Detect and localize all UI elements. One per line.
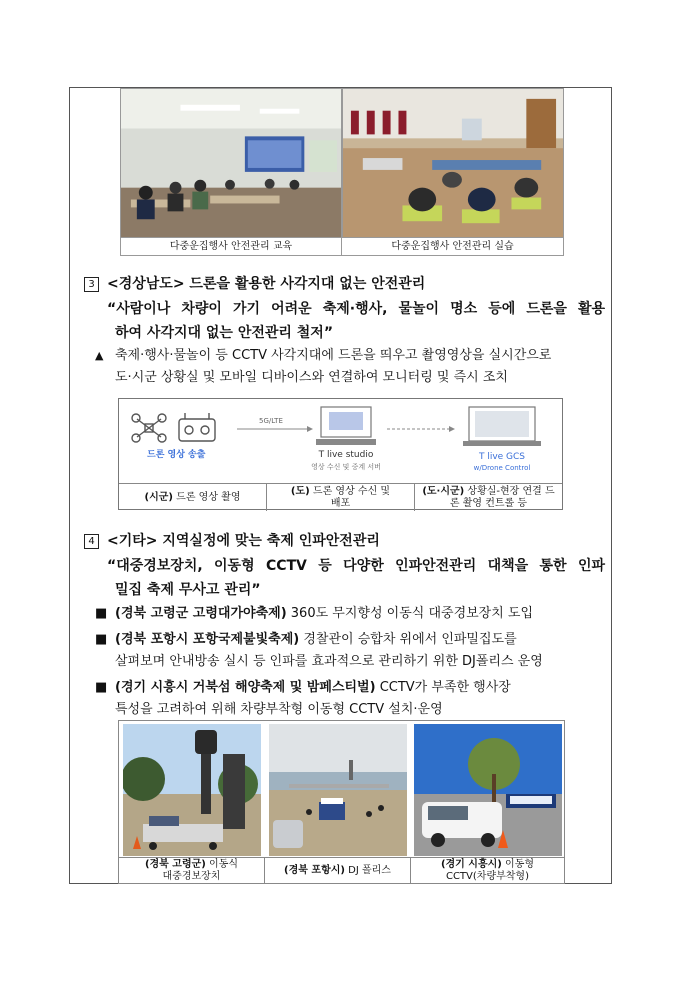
gallery-caption-mid: (경북 포항시) DJ 폴리스	[265, 857, 411, 883]
photo-siheung-vehicle-cctv	[414, 724, 562, 856]
section-4-item-2-cont: 살펴보며 안내방송 실시 등 인파를 효과적으로 관리하기 위한 DJ폴리스 운영	[115, 654, 543, 669]
flow-caption-mid: (도) 드론 영상 수신 및 배포	[267, 483, 415, 511]
arrow-label: 5G/LTE	[259, 417, 283, 425]
section-3-bullet-cont: 도·시군 상황실 및 모바일 디바이스와 연결하여 모니터링 및 즉시 조치	[115, 370, 508, 385]
section-number: 4	[84, 534, 99, 549]
gallery-caption-right: (경기 시흥시) 이동형 CCTV(차량부착형)	[411, 857, 564, 883]
square-bullet-icon: ■	[95, 606, 108, 621]
photo-pohang-dj-police	[269, 724, 407, 856]
section-4-quote	[107, 554, 605, 602]
quote-line: “대중경보장치, 이동형 CCTV 등 다양한 인파안전관리 대책을 통한 인파	[107, 558, 605, 574]
section-4-item-3: ■ (경기 시흥시 거북섬 해양축제 및 밤페스티벌) CCTV가 부족한 행사장	[95, 678, 511, 698]
controller-icon	[179, 413, 215, 441]
flow-caption-left: (시군) 드론 영상 촬영	[119, 483, 267, 511]
photo-safety-practice	[342, 88, 564, 238]
bullet-text: 축제·행사·물놀이 등 CCTV 사각지대에 드론을 띄우고 촬영영상을 실시간으로	[115, 348, 552, 363]
flow-caption-right: (도·시군) 상황실-현장 연결 드론 촬영 컨트롤 등	[415, 483, 562, 511]
drone-flow-diagram	[118, 398, 563, 510]
flow-right-title: T live GCS	[478, 452, 526, 462]
section-3-heading	[84, 273, 425, 293]
photo-goryeong-siren	[123, 724, 261, 856]
drone-flow-graphic	[119, 399, 564, 483]
quote-line: “사람이나 차량이 가기 어려운 축제·행사, 물놀이 명소 등에 드론을 활용	[107, 301, 605, 317]
quote-line: 밀집 축제 무사고 관리”	[115, 582, 261, 598]
quote-line: 하여 사각지대 없는 안전관리 철저”	[115, 325, 334, 341]
flow-mid-sub: 영상 수신 및 중계 서버	[311, 463, 381, 471]
section-title: <기타> 지역실정에 맞는 축제 인파안전관리	[107, 533, 380, 549]
square-bullet-icon: ■	[95, 680, 108, 695]
festival-photo-table	[118, 720, 565, 884]
flow-right-sub: w/Drone Control	[473, 464, 531, 472]
triangle-bullet-icon: ▲	[95, 349, 104, 362]
square-bullet-icon: ■	[95, 632, 108, 647]
monitor-icon	[316, 407, 376, 445]
section-number: 3	[84, 277, 99, 292]
flow-left-label: 드론 영상 송출	[147, 450, 206, 460]
laptop-icon	[463, 407, 541, 446]
gallery-caption-left: (경북 고령군) 이동식 대중경보장치	[119, 857, 265, 883]
section-title: <경상남도> 드론을 활용한 사각지대 없는 안전관리	[107, 276, 426, 292]
section-3-quote	[107, 297, 605, 345]
section-4-heading	[84, 530, 380, 550]
photo-caption: 다중운집행사 안전관리 교육	[120, 238, 342, 256]
section-3-bullet	[95, 346, 551, 366]
section-4-item-1: ■ (경북 고령군 고령대가야축제) 360도 무지향성 이동식 대중경보장치 도입	[95, 604, 533, 624]
photo-caption: 다중운집행사 안전관리 실습	[342, 238, 564, 256]
section-4-item-3-cont: 특성을 고려하여 위해 차량부착형 이동형 CCTV 설치·운영	[115, 702, 443, 717]
flow-mid-title: T live studio	[318, 450, 374, 460]
photo-safety-education	[120, 88, 342, 238]
section-4-item-2: ■ (경북 포항시 포항국제불빛축제) 경찰관이 승합차 위에서 인파밀집도를	[95, 630, 517, 650]
drone-icon	[132, 414, 166, 442]
